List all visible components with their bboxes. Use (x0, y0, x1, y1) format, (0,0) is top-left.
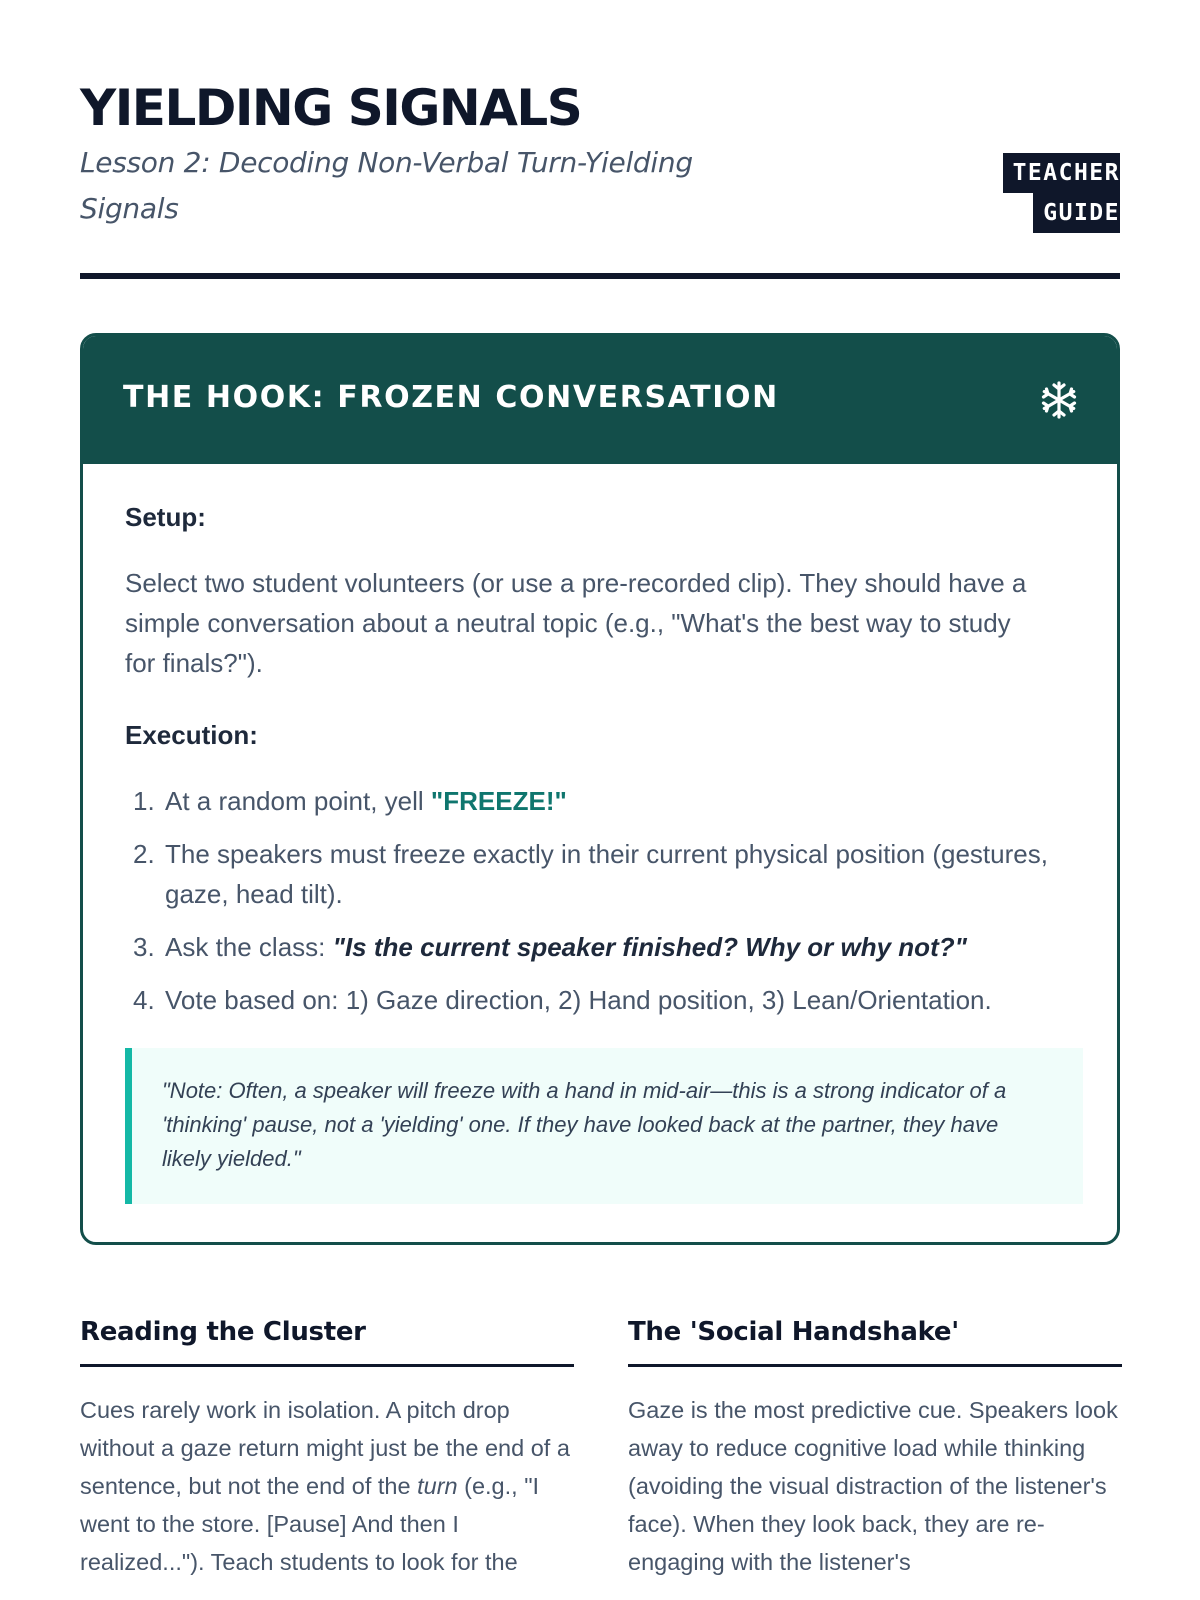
text-part: Cues rarely work in isolation. A pitch drop without a gaze return might just be the end of a sentence, but not the end of the (80, 1397, 570, 1499)
step-number: 3. (133, 932, 155, 962)
step-text: Ask the class: (165, 932, 333, 962)
step-text: Vote based on: 1) Gaze direction, 2) Hand position, 3) Lean/Orientation. (165, 985, 992, 1015)
list-item (125, 980, 1085, 1020)
reading-the-cluster-section (80, 1312, 574, 1581)
lesson-subtitle: Lesson 2: Decoding Non-Verbal Turn-Yielding Signals (80, 146, 693, 225)
badge-line-2: GUIDE (1033, 193, 1120, 233)
step-number: 2. (133, 839, 155, 869)
execution-steps (125, 781, 1085, 1020)
snowflake-icon (1039, 380, 1079, 420)
badge-line-1: TEACHER (1003, 153, 1120, 193)
freeze-callout: "FREEZE!" (430, 786, 567, 816)
section-heading: The 'Social Handshake' (628, 1312, 1122, 1367)
page-title: YIELDING SIGNALS (80, 79, 582, 137)
section-text (80, 1391, 574, 1581)
section-text: Gaze is the most predictive cue. Speakers look away to reduce cognitive load while thinking (avoiding the visual distraction of the listener's face). When they look back, they are re-engaging with the listener's (628, 1397, 1118, 1575)
header-divider (80, 273, 1120, 279)
teacher-note: "Note: Often, a speaker will freeze with a hand in mid-air—this is a strong indicator of a 'thinking' pause, not a 'yielding' one. If they have looked back at the partner, they have likely yielded." (125, 1048, 1083, 1204)
text-part: (e.g., "I went to the store. [Pause] And then I realized..."). Teach students to look for the (80, 1473, 540, 1575)
list-item (125, 927, 1085, 967)
section-heading: Reading the Cluster (80, 1312, 574, 1367)
step-number: 1. (133, 786, 155, 816)
list-item (125, 834, 1085, 914)
teacher-guide-badge (965, 153, 1120, 233)
social-handshake-section (628, 1312, 1122, 1581)
setup-text: Select two student volunteers (or use a pre-recorded clip). They should have a simple conversation about a neutral topic (e.g., "What's the best way to study for finals?"). (125, 568, 1027, 678)
execution-label: Execution: (125, 720, 258, 750)
step-text: The speakers must freeze exactly in their current physical position (gestures, gaze, head tilt). (165, 839, 1048, 909)
hook-card-header (83, 336, 1117, 464)
hook-card (80, 333, 1120, 1245)
list-item (125, 781, 1085, 821)
emphasis-word: turn (417, 1473, 458, 1499)
setup-label: Setup: (125, 502, 206, 532)
hook-card-body (125, 501, 1085, 1204)
class-question: "Is the current speaker finished? Why or why not?" (332, 932, 967, 962)
step-text: At a random point, yell (165, 786, 431, 816)
hook-title: THE HOOK: FROZEN CONVERSATION (123, 380, 779, 415)
step-number: 4. (133, 985, 155, 1015)
